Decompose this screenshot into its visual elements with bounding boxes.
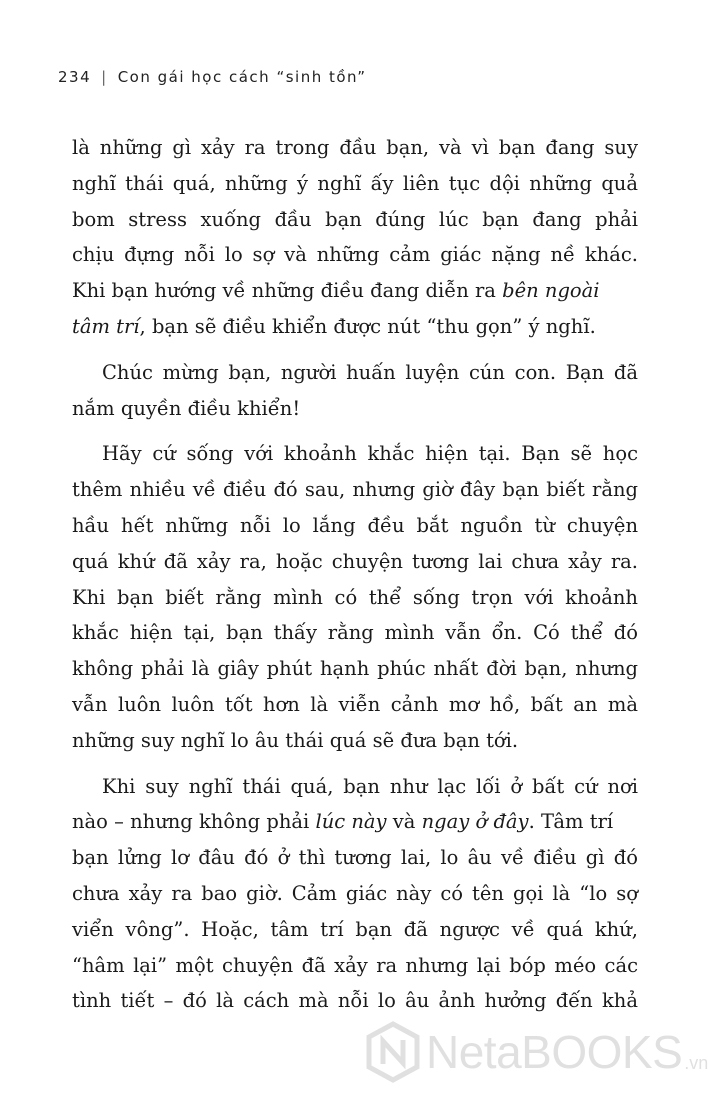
text-line: là những gì xảy ra trong đầu bạn, và vì bạn đang suy	[72, 136, 638, 159]
italic-run: lúc này	[315, 810, 387, 834]
netabooks-logo-icon	[366, 1022, 420, 1082]
text-line: quá khứ đã xảy ra, hoặc chuyện tương lai chưa xảy ra.	[72, 549, 638, 573]
running-header	[58, 68, 367, 86]
paragraph-gap	[72, 426, 638, 436]
text-line: Hãy cứ sống với khoảnh khắc hiện tại. Bạn sẽ học	[102, 442, 638, 466]
header-separator: |	[101, 68, 108, 86]
text-line: chưa xảy ra bao giờ. Cảm giác này có tên gọi là “lo sợ	[72, 881, 638, 905]
paragraph-3	[72, 436, 638, 758]
text-run: nào – nhưng không phải	[72, 810, 316, 834]
watermark-brand: NetaBOOKS	[426, 1026, 683, 1078]
text-run: , bạn sẽ điều khiển được nút “thu gọn” ý nghĩ.	[139, 314, 596, 338]
text-line	[72, 309, 638, 345]
text-line: thêm nhiều về điều đó sau, nhưng giờ đây bạn biết rằng	[72, 478, 638, 502]
italic-run: tâm trí	[72, 314, 140, 338]
text-run: và	[386, 810, 422, 834]
text-line: viển vông”. Hoặc, tâm trí bạn đã ngược về quá khứ,	[72, 917, 638, 941]
text-line: Khi bạn biết rằng mình có thể sống trọn với khoảnh	[72, 585, 638, 609]
text-line: vẫn luôn luôn tốt hơn là viễn cảnh mơ hồ, bất an mà	[72, 692, 638, 716]
page-body	[72, 130, 638, 1019]
page-number: 234	[58, 68, 92, 86]
italic-run: bên ngoài	[502, 279, 600, 303]
text-line: Chúc mừng bạn, người huấn luyện cún con. Bạn đã	[102, 360, 638, 384]
text-line: Khi suy nghĩ thái quá, bạn như lạc lối ở bất cứ nơi	[102, 774, 638, 798]
text-line: khắc hiện tại, bạn thấy rằng mình vẫn ổn. Có thể đó	[72, 621, 638, 645]
text-line: nắm quyền điều khiển!	[72, 396, 301, 420]
text-line	[72, 804, 638, 840]
text-line: tình tiết – đó là cách mà nỗi lo âu ảnh hưởng đến khả	[72, 989, 638, 1013]
book-title: Con gái học cách “sinh tồn”	[117, 68, 367, 86]
text-line: “hâm lại” một chuyện đã xảy ra nhưng lại bóp méo các	[72, 953, 638, 977]
text-line	[72, 273, 638, 309]
text-line: không phải là giây phút hạnh phúc nhất đời bạn, nhưng	[72, 657, 638, 681]
text-line: bạn lửng lơ đâu đó ở thì tương lai, lo âu về điều gì đó	[72, 846, 638, 870]
paragraph-2	[72, 355, 638, 427]
paragraph-gap	[72, 759, 638, 769]
paragraph-4	[72, 769, 638, 1020]
italic-run: ngay ở đây	[421, 810, 529, 834]
text-run: Khi bạn hướng về những điều đang diễn ra	[72, 279, 503, 303]
text-run: . Tâm trí	[528, 810, 614, 834]
text-line: hầu hết những nỗi lo lắng đều bắt nguồn từ chuyện	[72, 513, 638, 537]
text-line: bom stress xuống đầu bạn đúng lúc bạn đang phải	[72, 207, 638, 231]
netabooks-watermark	[366, 1022, 708, 1082]
paragraph-1	[72, 130, 638, 345]
text-line: nghĩ thái quá, những ý nghĩ ấy liên tục dội những quả	[72, 171, 638, 195]
text-line: chịu đựng nỗi lo sợ và những cảm giác nặng nề khác.	[72, 243, 638, 267]
paragraph-gap	[72, 345, 638, 355]
text-line: những suy nghĩ lo âu thái quá sẽ đưa bạn tới.	[72, 728, 519, 752]
watermark-domain: .vn	[684, 1053, 708, 1073]
